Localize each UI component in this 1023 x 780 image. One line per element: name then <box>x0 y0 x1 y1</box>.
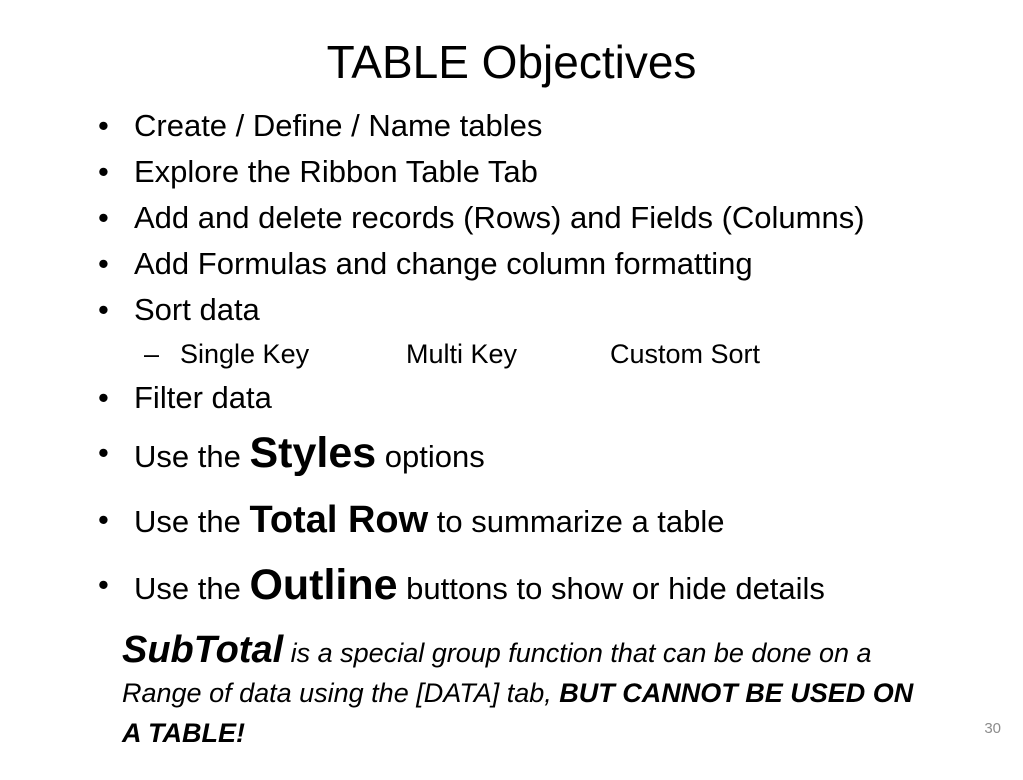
bullet-styles <box>96 421 996 489</box>
sort-custom: Custom Sort <box>610 339 761 369</box>
bullet-prefix: Use the <box>134 571 250 606</box>
bullet-suffix: to summarize a table <box>428 504 725 539</box>
note-body: is a special group function that can be done on a Range of data using the [DATA] tab, <box>122 638 872 708</box>
bullet-emphasis-outline: Outline <box>249 561 398 609</box>
bullet-outline <box>96 553 996 621</box>
bullet-text: Add and delete records (Rows) and Fields (Columns) <box>134 200 865 235</box>
sort-multi-key: Multi Key <box>406 339 518 369</box>
bullet-marker: • <box>98 435 109 470</box>
bullet-add-formulas <box>96 241 996 287</box>
note-lead: SubTotal <box>122 629 284 671</box>
sub-bullet-marker: – <box>144 339 160 369</box>
bullet-marker: • <box>98 292 109 327</box>
bullet-marker: • <box>98 567 109 602</box>
note-emphasis: BUT CANNOT BE USED ON A TABLE! <box>122 678 914 748</box>
bullet-text: Filter data <box>134 380 272 415</box>
bullet-text: Explore the Ribbon Table Tab <box>134 154 538 189</box>
bullet-text: Sort data <box>134 292 260 327</box>
bullet-filter-data <box>96 375 996 421</box>
bullet-total-row <box>96 489 996 553</box>
bullet-text: Create / Define / Name tables <box>134 108 543 143</box>
bullet-create-tables <box>96 103 996 149</box>
bullet-suffix: buttons to show or hide details <box>397 571 825 606</box>
bullet-marker: • <box>98 380 109 415</box>
bullet-prefix: Use the <box>134 439 250 474</box>
sort-single-key: Single Key <box>180 339 310 369</box>
bullet-marker: • <box>98 246 109 281</box>
bullet-emphasis-total-row: Total Row <box>249 499 429 541</box>
bullet-marker: • <box>98 502 109 537</box>
slide-title: TABLE Objectives <box>326 36 697 88</box>
page-number: 30 <box>984 720 1001 737</box>
sort-sub-bullet <box>96 333 996 375</box>
bullet-marker: • <box>98 108 109 143</box>
bullet-marker: • <box>98 154 109 189</box>
bullet-suffix: options <box>376 439 485 474</box>
bullet-sort-data <box>96 287 996 333</box>
subtotal-note <box>122 630 922 753</box>
bullet-emphasis-styles: Styles <box>249 429 377 477</box>
objectives-list <box>96 103 996 621</box>
bullet-text: Add Formulas and change column formatting <box>134 246 753 281</box>
bullet-add-delete-records <box>96 195 996 241</box>
bullet-marker: • <box>98 200 109 235</box>
bullet-explore-ribbon <box>96 149 996 195</box>
bullet-prefix: Use the <box>134 504 250 539</box>
